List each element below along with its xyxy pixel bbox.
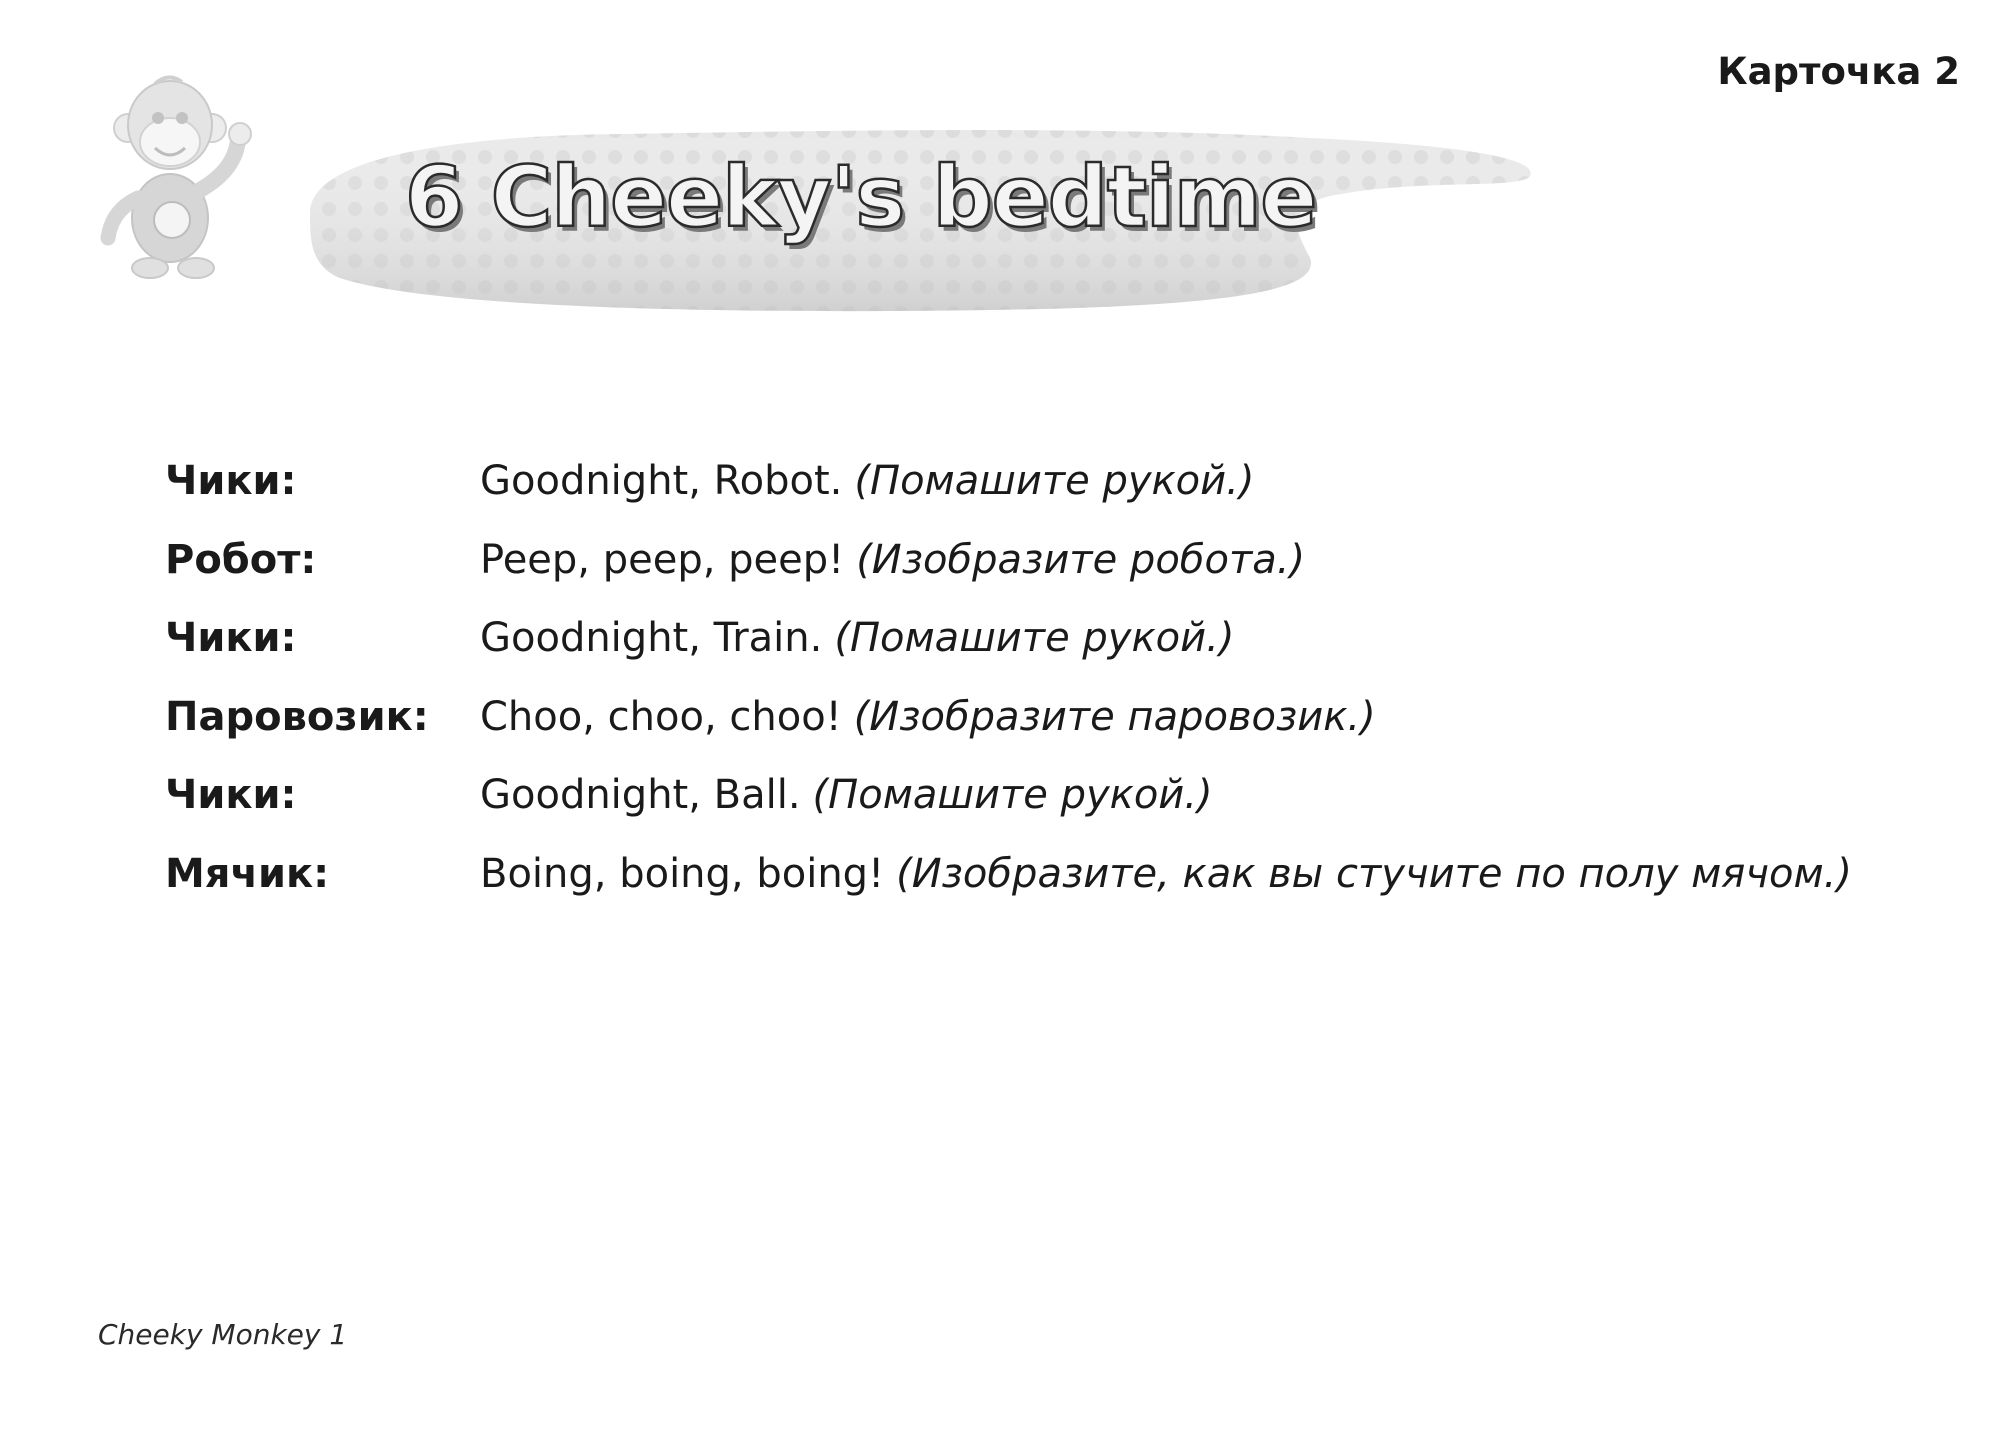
stage-direction: (Изобразите робота.): [856, 536, 1306, 583]
dialogue-line: [165, 615, 1965, 694]
speech-text: Goodnight, Ball.: [480, 772, 801, 818]
card-number-label: Карточка 2: [1717, 50, 1960, 93]
speech-text: Goodnight, Robot.: [480, 458, 843, 504]
speaker-name: Мячик:: [165, 850, 330, 897]
stage-direction: (Помашите рукой.): [812, 772, 1213, 818]
footer-book-title: Cheeky Monkey 1: [98, 1318, 348, 1351]
speaker-name: Паровозик:: [165, 693, 429, 740]
dialogue-line: [165, 694, 1965, 773]
speaker-name: Чики:: [165, 458, 297, 504]
speech-text: Choo, choo, choo!: [480, 693, 842, 740]
speaker-name: Чики:: [165, 772, 297, 818]
stage-direction: (Помашите рукой.): [854, 458, 1255, 504]
stage-direction: (Изобразите, как вы стучите по полу мячом.): [896, 850, 1852, 897]
speaker-name: Чики:: [165, 615, 297, 661]
page-title: 6 Cheeky's bedtime: [405, 148, 1317, 246]
dialogue-line: [165, 772, 1965, 851]
dialogue-line: [165, 851, 1965, 930]
stage-direction: (Изобразите паровозик.): [853, 693, 1376, 740]
speaker-name: Робот:: [165, 536, 317, 583]
monkey-mascot-icon: [100, 70, 270, 290]
speech-text: Peep, peep, peep!: [480, 536, 845, 583]
dialogue-line: [165, 537, 1965, 616]
speech-text: Boing, boing, boing!: [480, 850, 885, 897]
dialogue-list: [165, 458, 1965, 929]
stage-direction: (Помашите рукой.): [834, 615, 1235, 661]
speech-text: Goodnight, Train.: [480, 615, 823, 661]
dialogue-line: [165, 458, 1965, 537]
